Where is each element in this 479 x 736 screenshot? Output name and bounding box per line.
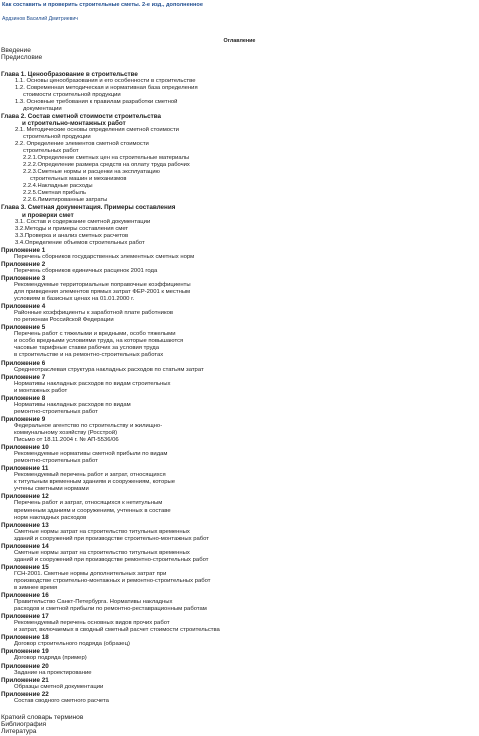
toc-entry[interactable]: строительных работ [23,148,79,155]
toc-entry[interactable]: 2.2.3.Сметные нормы и расценки на эксплуатацию [23,169,160,176]
toc-entry[interactable]: Рекомендуемый перечень основных видов прочих работ [14,620,170,627]
toc-appendix[interactable]: Приложение 6 [1,359,46,367]
toc-entry[interactable]: строительной продукции [23,134,91,141]
toc-entry[interactable]: 1.1. Основы ценообразования и его особенности в строительстве [15,77,196,84]
toc-chapter[interactable]: Глава 1. Ценообразование в строительстве [1,70,138,78]
toc-entry[interactable]: Правительство Санкт-Петербурга. Нормативы накладных [14,599,173,606]
toc-entry[interactable]: Состав сводного сметного расчета [14,697,109,704]
toc-chapter[interactable]: Глава 3. Сметная документация. Примеры составления [1,204,176,212]
toc-entry[interactable]: учтены сметными нормами [14,486,89,493]
toc-entry[interactable]: по регионам Российской Федерации [14,317,114,324]
toc-entry[interactable]: 2.2.2.Определение размера средств на оплату труда рабочих [23,162,190,169]
toc-entry[interactable]: 1.3. Основные требования к правилам разработки сметной [15,98,178,105]
toc-appendix[interactable]: Приложение 3 [1,274,46,282]
table-of-contents [0,47,479,736]
toc-entry[interactable]: 3.1. Состав и содержание сметной документации [15,218,151,225]
toc-appendix[interactable]: Приложение 17 [1,613,49,621]
toc-entry[interactable]: 2.1. Методические основы определения сметной стоимости [15,126,179,133]
toc-spacer [0,705,479,714]
book-author[interactable]: Ардзинов Василий Дмитриевич [2,16,78,22]
toc-appendix[interactable]: Приложение 10 [1,444,49,452]
toc-appendix[interactable]: Приложение 15 [1,563,49,571]
toc-entry[interactable]: в строительстве и на ремонтно-строительных работах [14,352,164,359]
toc-entry[interactable]: Литература [1,728,37,736]
toc-entry[interactable]: Сметные нормы затрат на строительство титульных временных [14,528,190,535]
toc-entry[interactable]: норм накладных расходов [14,514,87,521]
toc-entry[interactable]: и монтажных работ [14,387,68,394]
toc-entry[interactable]: Нормативы накладных расходов по видам [14,401,131,408]
toc-appendix[interactable]: Приложение 2 [1,260,46,268]
toc-entry[interactable]: временным зданиям и сооружениям, учтенных в составе [14,507,171,514]
toc-appendix[interactable]: Приложение 13 [1,521,49,529]
toc-entry[interactable]: Договор строительного подряда (образец) [14,641,130,648]
toc-entry[interactable]: 2.2.1.Определение сметных цен на строительные материалы [23,155,190,162]
toc-heading: Оглавление [223,38,256,44]
toc-entry[interactable]: 2.2. Определение элементов сметной стоимости [15,141,149,148]
toc-chapter[interactable]: Глава 2. Состав сметной стоимости строительства [1,112,161,120]
toc-entry[interactable]: Введение [1,47,31,54]
toc-entry[interactable]: Перечень сборников единичных расценок 2001 года [14,267,158,274]
toc-entry[interactable]: и особо вредными условиями труда, на которые повышаются [14,338,184,345]
toc-appendix[interactable]: Приложение 16 [1,592,49,600]
toc-chapter[interactable]: и проверки смет [22,211,74,219]
toc-entry[interactable]: 1.2. Современная методическая и нормативная база определения [15,84,198,91]
toc-appendix[interactable]: Приложение 8 [1,394,46,402]
toc-appendix[interactable]: Приложение 9 [1,415,46,423]
toc-entry[interactable]: Среднеотраслевая структура накладных расходов по статьям затрат [14,366,204,373]
toc-entry[interactable]: расходов и сметной прибыли по ремонтно-реставрационным работам [14,606,207,613]
toc-appendix[interactable]: Приложение 14 [1,542,49,550]
toc-entry[interactable]: Краткий словарь терминов [1,713,84,721]
toc-entry[interactable]: 2.2.5.Сметная прибыль [23,190,87,197]
toc-appendix[interactable]: Приложение 7 [1,373,46,381]
toc-entry[interactable]: 3.4.Определение объемов строительных работ [15,239,145,246]
toc-entry[interactable]: и затрат, включаемых в сводный сметный расчет стоимости строительства [14,627,220,634]
toc-entry[interactable]: Перечень работ и затрат, относящихся к нетитульным [14,500,163,507]
toc-entry[interactable]: часовые тарифные ставки рабочих за условия труда [14,345,159,352]
toc-entry[interactable]: условиям в базисных ценах на 01.01.2000 г. [14,296,135,303]
toc-entry[interactable]: строительных машин и механизмов [30,176,127,183]
toc-entry[interactable]: Нормативы накладных расходов по видам строительных [14,380,171,387]
toc-appendix[interactable]: Приложение 22 [1,690,49,698]
toc-entry[interactable]: Рекомендуемые нормативы сметной прибыли по видам [14,451,168,458]
toc-appendix[interactable]: Приложение 5 [1,324,46,332]
toc-entry[interactable]: ремонтно-строительных работ [14,408,98,415]
toc-entry[interactable]: Рекомендуемый перечень работ и затрат, относящихся [14,472,166,479]
toc-entry[interactable]: Задание на проектирование [14,669,92,676]
toc-entry[interactable]: ГСН-2001. Сметные нормы дополнительных затрат при [14,570,167,577]
toc-entry[interactable]: в зимнее время [14,585,58,592]
book-title[interactable]: Как составить и проверить строительные сметы. 2-е изд., дополненное [2,2,203,8]
toc-chapter[interactable]: и строительно-монтажных работ [22,119,126,127]
toc-entry[interactable]: 2.2.6.Лимитированные затраты [23,197,108,204]
toc-entry[interactable]: стоимости строительной продукции [23,91,121,98]
toc-appendix[interactable]: Приложение 1 [1,246,46,254]
toc-entry[interactable]: Предисловие [1,54,43,62]
toc-entry[interactable]: для приведения элементов прямых затрат ФЕР-2001 к местным [14,289,191,296]
toc-entry[interactable]: Районные коэффициенты к заработной плате работников [14,310,173,317]
toc-appendix[interactable]: Приложение 18 [1,634,49,642]
toc-entry[interactable]: Библиография [1,721,47,729]
toc-entry[interactable]: 3.3.Проверка и анализ сметных расчетов [15,232,129,239]
toc-entry[interactable]: Перечень сборников государственных элементных сметных норм [14,253,195,260]
toc-appendix[interactable]: Приложение 12 [1,493,49,501]
toc-entry[interactable]: Договор подряда (пример) [14,655,87,662]
toc-entry[interactable]: Рекомендуемые территориальные поправочные коэффициенты [14,282,191,288]
toc-entry[interactable]: Образцы сметной документации [14,683,104,690]
toc-appendix[interactable]: Приложение 4 [1,303,46,311]
toc-entry[interactable]: коммунальному хозяйству (Росстрой) [14,429,118,436]
toc-entry[interactable]: 2.2.4.Накладные расходы [23,183,93,190]
toc-entry[interactable]: 3.2.Методы и примеры составления смет [15,225,129,232]
toc-entry[interactable]: Перечень работ с тяжелыми и вредными, особо тяжелыми [14,331,176,338]
toc-entry[interactable]: зданий и сооружений при производстве строительно-монтажных работ [14,535,210,542]
toc-appendix[interactable]: Приложение 11 [1,465,49,473]
toc-entry[interactable]: производстве строительно-монтажных и ремонтно-строительных работ [14,577,211,584]
toc-entry[interactable]: к титульным временным зданиям и сооружениям, которые [14,479,176,486]
toc-spacer [0,62,479,71]
toc-entry[interactable]: зданий и сооружений при производстве ремонтно-строительных работ [14,556,209,563]
toc-entry[interactable]: документации [23,105,62,112]
toc-appendix[interactable]: Приложение 20 [1,662,49,670]
toc-entry[interactable]: Федеральное агентство по строительству и жилищно- [14,422,163,429]
toc-appendix[interactable]: Приложение 19 [1,648,49,656]
toc-entry[interactable]: Сметные нормы затрат на строительство титульных временных [14,549,190,556]
toc-appendix[interactable]: Приложение 21 [1,676,49,684]
toc-entry[interactable]: Письмо от 18.11.2004 г. № АП-5536/06 [14,437,119,444]
toc-entry[interactable]: ремонтно-строительных работ [14,458,98,465]
